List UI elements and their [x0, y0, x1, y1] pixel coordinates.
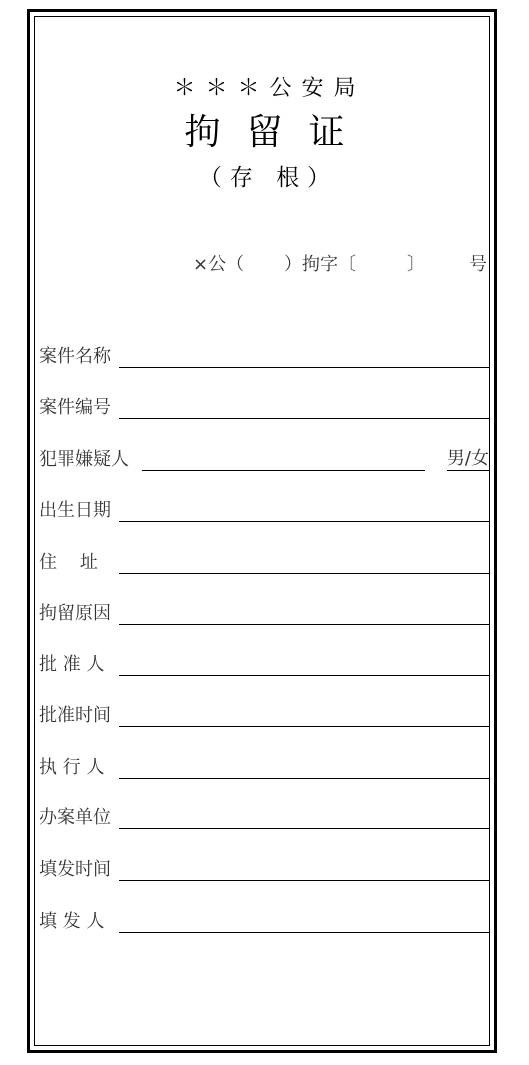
field-label: 执 行 人 — [39, 757, 105, 778]
field-detention-reason[interactable] — [39, 597, 489, 625]
field-label: 案件名称 — [39, 346, 111, 367]
field-label: 拘留原因 — [39, 603, 111, 624]
field-birth-date[interactable] — [39, 494, 489, 522]
field-label: 出生日期 — [39, 500, 111, 521]
doc-number-suffix: 〕 — [407, 254, 425, 275]
field-line[interactable] — [119, 367, 489, 368]
field-line[interactable] — [119, 675, 489, 676]
doc-number-middle: ）拘字〔 — [284, 254, 356, 275]
field-line[interactable] — [119, 932, 489, 933]
field-label: 批 准 人 — [39, 654, 105, 675]
field-suspect[interactable] — [39, 443, 489, 471]
field-approval-time[interactable] — [39, 699, 489, 727]
agency-name: ＊＊＊公安局 — [173, 76, 366, 101]
field-label: 住 址 — [39, 552, 98, 573]
field-approver[interactable] — [39, 648, 489, 676]
field-issuer[interactable] — [39, 905, 489, 933]
field-case-number[interactable] — [39, 391, 489, 419]
field-address[interactable] — [39, 546, 489, 574]
doc-number-prefix: ×公（ — [193, 254, 245, 275]
field-label: 批准时间 — [39, 705, 111, 726]
document-subtitle: （存 根） — [198, 165, 339, 191]
document-title: 拘留证 — [184, 112, 371, 153]
field-line[interactable] — [142, 470, 425, 471]
field-line[interactable] — [119, 521, 489, 522]
field-handling-unit[interactable] — [39, 801, 489, 829]
field-label: 办案单位 — [39, 807, 111, 828]
field-label: 案件编号 — [39, 397, 111, 418]
field-executor[interactable] — [39, 751, 489, 779]
field-line[interactable] — [119, 828, 489, 829]
gender-option[interactable]: 男/女 — [446, 448, 489, 469]
field-line[interactable] — [119, 726, 489, 727]
field-line[interactable] — [119, 880, 489, 881]
field-issue-time[interactable] — [39, 853, 489, 881]
field-label: 填 发 人 — [39, 911, 105, 932]
field-line[interactable] — [119, 573, 489, 574]
field-case-name[interactable] — [39, 340, 489, 368]
field-line[interactable] — [119, 778, 489, 779]
field-line[interactable] — [119, 624, 489, 625]
doc-number-hao: 号 — [469, 254, 487, 275]
field-line[interactable] — [119, 418, 489, 419]
field-label: 填发时间 — [39, 859, 111, 880]
field-label: 犯罪嫌疑人 — [39, 449, 129, 470]
